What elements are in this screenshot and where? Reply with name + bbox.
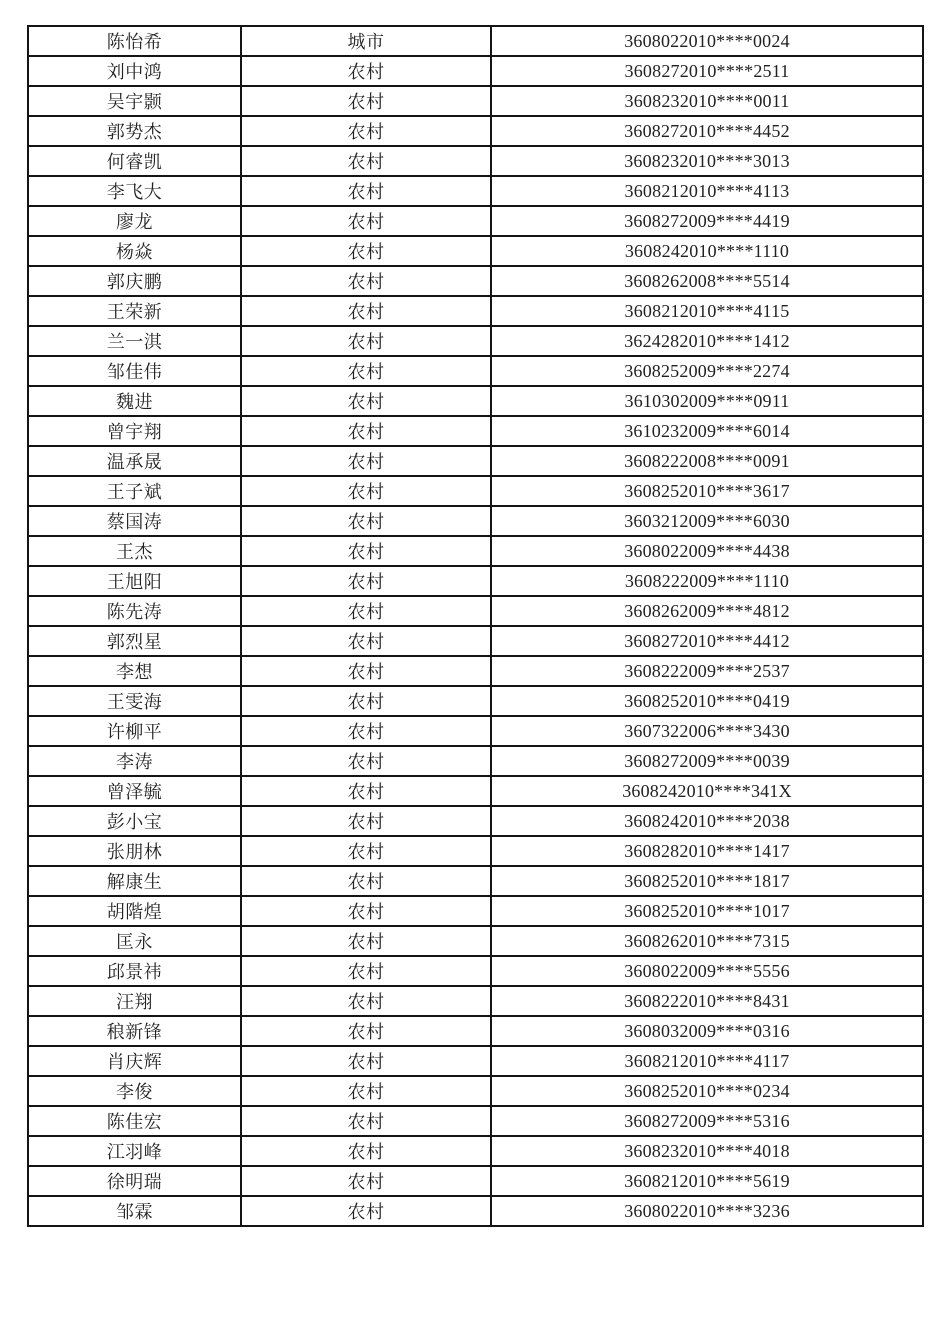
residence-type-cell: 农村: [241, 986, 491, 1016]
table-row: [28, 386, 923, 416]
residence-type-cell: 农村: [241, 206, 491, 236]
residence-type-cell: 农村: [241, 626, 491, 656]
id-number-cell: 3608242010****1110: [491, 236, 923, 266]
id-number-cell: 3608022010****3236: [491, 1196, 923, 1226]
residence-type-cell: 农村: [241, 1196, 491, 1226]
student-name-cell: 江羽峰: [28, 1136, 241, 1166]
student-name-cell: 蔡国涛: [28, 506, 241, 536]
table-row: [28, 986, 923, 1016]
student-name-cell: 王旭阳: [28, 566, 241, 596]
student-name-cell: 李涛: [28, 746, 241, 776]
residence-type-cell: 农村: [241, 566, 491, 596]
table-row: [28, 86, 923, 116]
table-row: [28, 566, 923, 596]
student-name-cell: 陈佳宏: [28, 1106, 241, 1136]
residence-type-cell: 农村: [241, 1136, 491, 1166]
id-number-cell: 3608212010****4117: [491, 1046, 923, 1076]
residence-type-cell: 农村: [241, 296, 491, 326]
student-name-cell: 郭势杰: [28, 116, 241, 146]
id-number-cell: 3607322006****3430: [491, 716, 923, 746]
table-row: [28, 1196, 923, 1226]
student-name-cell: 郭庆鹏: [28, 266, 241, 296]
student-name-cell: 李飞大: [28, 176, 241, 206]
residence-type-cell: 农村: [241, 1166, 491, 1196]
table-row: [28, 356, 923, 386]
table-row: [28, 536, 923, 566]
id-number-cell: 3608022009****5556: [491, 956, 923, 986]
id-number-cell: 3608212010****4115: [491, 296, 923, 326]
table-row: [28, 1106, 923, 1136]
id-number-cell: 3608252009****2274: [491, 356, 923, 386]
table-row: [28, 686, 923, 716]
table-row: [28, 626, 923, 656]
id-number-cell: 3608272009****5316: [491, 1106, 923, 1136]
table-row: [28, 266, 923, 296]
student-roster-table: [27, 25, 924, 1227]
id-number-cell: 3608252010****0234: [491, 1076, 923, 1106]
student-name-cell: 彭小宝: [28, 806, 241, 836]
student-name-cell: 邱景祎: [28, 956, 241, 986]
student-name-cell: 解康生: [28, 866, 241, 896]
residence-type-cell: 农村: [241, 536, 491, 566]
student-name-cell: 陈怡希: [28, 26, 241, 56]
roster-table-body: [28, 26, 923, 1226]
residence-type-cell: 农村: [241, 266, 491, 296]
id-number-cell: 3608262010****7315: [491, 926, 923, 956]
id-number-cell: 3624282010****1412: [491, 326, 923, 356]
id-number-cell: 3608252010****1017: [491, 896, 923, 926]
student-name-cell: 陈先涛: [28, 596, 241, 626]
student-name-cell: 匡永: [28, 926, 241, 956]
table-row: [28, 1166, 923, 1196]
student-name-cell: 王杰: [28, 536, 241, 566]
table-row: [28, 416, 923, 446]
table-row: [28, 776, 923, 806]
id-number-cell: 3608252010****0419: [491, 686, 923, 716]
table-row: [28, 1076, 923, 1106]
student-name-cell: 王荣新: [28, 296, 241, 326]
student-name-cell: 曾宇翔: [28, 416, 241, 446]
table-row: [28, 866, 923, 896]
id-number-cell: 3608232010****4018: [491, 1136, 923, 1166]
id-number-cell: 3608232010****0011: [491, 86, 923, 116]
residence-type-cell: 农村: [241, 56, 491, 86]
student-name-cell: 王子斌: [28, 476, 241, 506]
residence-type-cell: 农村: [241, 1076, 491, 1106]
student-name-cell: 徐明瑞: [28, 1166, 241, 1196]
student-name-cell: 曾泽毓: [28, 776, 241, 806]
table-row: [28, 506, 923, 536]
residence-type-cell: 农村: [241, 746, 491, 776]
residence-type-cell: 农村: [241, 836, 491, 866]
table-row: [28, 1046, 923, 1076]
residence-type-cell: 农村: [241, 146, 491, 176]
residence-type-cell: 农村: [241, 1016, 491, 1046]
student-name-cell: 魏进: [28, 386, 241, 416]
residence-type-cell: 农村: [241, 386, 491, 416]
student-name-cell: 邹霖: [28, 1196, 241, 1226]
residence-type-cell: 农村: [241, 236, 491, 266]
residence-type-cell: 城市: [241, 26, 491, 56]
residence-type-cell: 农村: [241, 86, 491, 116]
table-row: [28, 926, 923, 956]
table-row: [28, 956, 923, 986]
id-number-cell: 3603212009****6030: [491, 506, 923, 536]
table-row: [28, 896, 923, 926]
id-number-cell: 3608222010****8431: [491, 986, 923, 1016]
id-number-cell: 3608222009****1110: [491, 566, 923, 596]
table-row: [28, 596, 923, 626]
table-row: [28, 446, 923, 476]
student-name-cell: 温承晟: [28, 446, 241, 476]
id-number-cell: 3608222009****2537: [491, 656, 923, 686]
id-number-cell: 3608272010****4452: [491, 116, 923, 146]
id-number-cell: 3608262009****4812: [491, 596, 923, 626]
student-name-cell: 杨焱: [28, 236, 241, 266]
residence-type-cell: 农村: [241, 1106, 491, 1136]
id-number-cell: 3608272009****4419: [491, 206, 923, 236]
table-row: [28, 326, 923, 356]
table-row: [28, 1016, 923, 1046]
table-row: [28, 1136, 923, 1166]
student-name-cell: 廖龙: [28, 206, 241, 236]
residence-type-cell: 农村: [241, 476, 491, 506]
table-row: [28, 146, 923, 176]
residence-type-cell: 农村: [241, 956, 491, 986]
id-number-cell: 3608272010****4412: [491, 626, 923, 656]
table-row: [28, 236, 923, 266]
id-number-cell: 3610232009****6014: [491, 416, 923, 446]
table-row: [28, 836, 923, 866]
id-number-cell: 3608032009****0316: [491, 1016, 923, 1046]
id-number-cell: 3608272010****2511: [491, 56, 923, 86]
id-number-cell: 3608222008****0091: [491, 446, 923, 476]
student-name-cell: 刘中鸿: [28, 56, 241, 86]
residence-type-cell: 农村: [241, 176, 491, 206]
table-row: [28, 116, 923, 146]
student-name-cell: 兰一淇: [28, 326, 241, 356]
table-row: [28, 176, 923, 206]
residence-type-cell: 农村: [241, 866, 491, 896]
table-row: [28, 656, 923, 686]
table-row: [28, 26, 923, 56]
id-number-cell: 3608212010****4113: [491, 176, 923, 206]
residence-type-cell: 农村: [241, 326, 491, 356]
id-number-cell: 3608252010****1817: [491, 866, 923, 896]
student-name-cell: 汪翔: [28, 986, 241, 1016]
residence-type-cell: 农村: [241, 776, 491, 806]
table-row: [28, 716, 923, 746]
id-number-cell: 3608242010****341X: [491, 776, 923, 806]
table-row: [28, 746, 923, 776]
student-name-cell: 李俊: [28, 1076, 241, 1106]
residence-type-cell: 农村: [241, 506, 491, 536]
student-name-cell: 何睿凯: [28, 146, 241, 176]
student-name-cell: 肖庆辉: [28, 1046, 241, 1076]
residence-type-cell: 农村: [241, 806, 491, 836]
student-name-cell: 王雯海: [28, 686, 241, 716]
student-name-cell: 郭烈星: [28, 626, 241, 656]
id-number-cell: 3608232010****3013: [491, 146, 923, 176]
id-number-cell: 3608262008****5514: [491, 266, 923, 296]
residence-type-cell: 农村: [241, 686, 491, 716]
id-number-cell: 3608242010****2038: [491, 806, 923, 836]
id-number-cell: 3608272009****0039: [491, 746, 923, 776]
table-row: [28, 296, 923, 326]
id-number-cell: 3608282010****1417: [491, 836, 923, 866]
residence-type-cell: 农村: [241, 116, 491, 146]
student-name-cell: 李想: [28, 656, 241, 686]
id-number-cell: 3608022009****4438: [491, 536, 923, 566]
id-number-cell: 3610302009****0911: [491, 386, 923, 416]
table-row: [28, 56, 923, 86]
residence-type-cell: 农村: [241, 596, 491, 626]
table-row: [28, 206, 923, 236]
student-name-cell: 稂新锋: [28, 1016, 241, 1046]
residence-type-cell: 农村: [241, 656, 491, 686]
residence-type-cell: 农村: [241, 896, 491, 926]
table-row: [28, 806, 923, 836]
residence-type-cell: 农村: [241, 716, 491, 746]
id-number-cell: 3608252010****3617: [491, 476, 923, 506]
student-name-cell: 许柳平: [28, 716, 241, 746]
student-name-cell: 邹佳伟: [28, 356, 241, 386]
id-number-cell: 3608212010****5619: [491, 1166, 923, 1196]
id-number-cell: 3608022010****0024: [491, 26, 923, 56]
residence-type-cell: 农村: [241, 1046, 491, 1076]
student-name-cell: 吴宇颢: [28, 86, 241, 116]
student-name-cell: 张朋林: [28, 836, 241, 866]
residence-type-cell: 农村: [241, 416, 491, 446]
table-row: [28, 476, 923, 506]
residence-type-cell: 农村: [241, 926, 491, 956]
residence-type-cell: 农村: [241, 356, 491, 386]
residence-type-cell: 农村: [241, 446, 491, 476]
student-name-cell: 胡階煌: [28, 896, 241, 926]
